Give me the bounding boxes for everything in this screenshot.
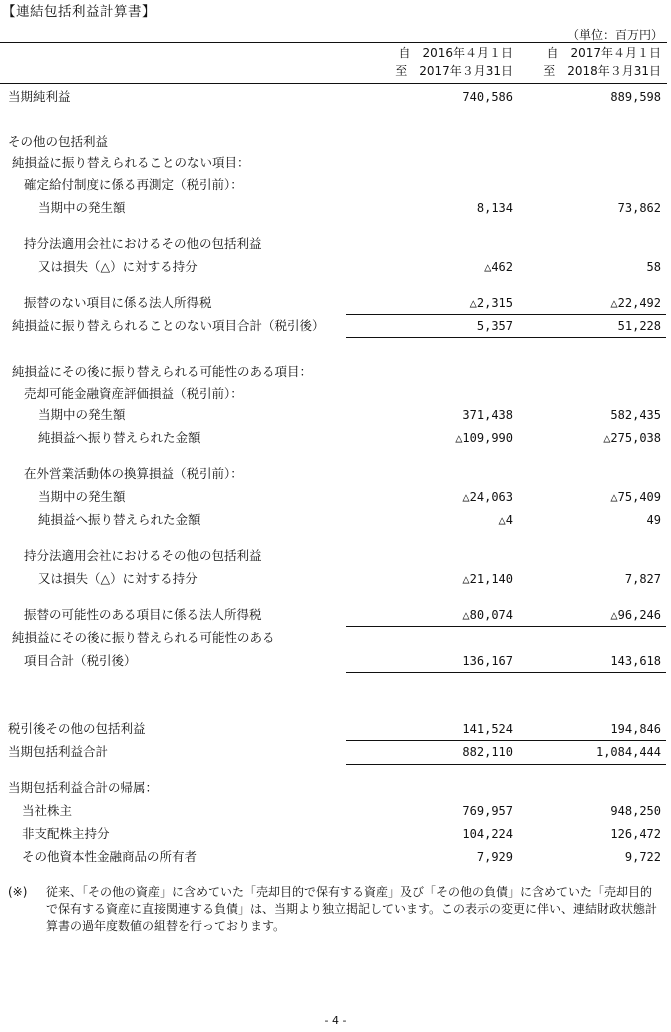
row-label: 当期中の発生額 [38, 407, 126, 422]
row-value-2018: 49 [646, 513, 661, 527]
footnote-text: 従来、「その他の資産」に含めていた「売却目的で保有する資産」及び「その他の負債」に含めていた「売却目的 で保有する資産に直接関連する負債」は、当期より独立掲記しています。この表示の変更に伴い、連結財政状態計 算書の過年度数値の組替を行っております。 [46, 885, 658, 933]
row-value-2017: △2,315 [469, 296, 513, 310]
row-value-2018: 889,598 [610, 90, 661, 104]
row-label: 純損益へ振り替えられた金額 [38, 512, 201, 527]
period-1-to: 至 2017年３月31日 [395, 64, 513, 78]
period-2-from: 自 2017年４月１日 [546, 46, 661, 60]
header-bottom-rule [0, 83, 667, 84]
row-value-2018: 58 [646, 260, 661, 274]
row-value-2017: △80,074 [462, 608, 513, 622]
row-value-2018: 582,435 [610, 408, 661, 422]
total-rule [346, 740, 666, 741]
row-value-2018: 1,084,444 [595, 745, 661, 759]
statement-row [0, 132, 671, 152]
row-value-2017: △4 [498, 513, 513, 527]
subtotal-rule [346, 626, 666, 627]
statement-row [0, 569, 671, 589]
row-value-2017: 5,357 [476, 319, 513, 333]
row-label: 税引後その他の包括利益 [8, 721, 146, 736]
statement-row [0, 316, 671, 336]
footnote-mark: (※) [8, 885, 28, 899]
row-label: 当社株主 [22, 803, 73, 818]
row-label: 振替のない項目に係る法人所得税 [24, 295, 212, 310]
row-value-2017: △109,990 [455, 431, 513, 445]
statement-row [0, 651, 671, 671]
row-label: 確定給付制度に係る再測定（税引前）： [24, 177, 243, 192]
row-value-2017: 136,167 [462, 654, 513, 668]
row-value-2018: 73,862 [617, 201, 661, 215]
statement-row [0, 384, 671, 404]
statement-row [0, 234, 671, 254]
statement-row [0, 405, 671, 425]
statement-row [0, 428, 671, 448]
row-value-2017: 740,586 [462, 90, 513, 104]
row-value-2017: 882,110 [462, 745, 513, 759]
row-label: 持分法適用会社におけるその他の包括利益 [24, 236, 262, 251]
footnote [8, 884, 670, 935]
row-value-2018: 51,228 [617, 319, 661, 333]
row-value-2018: △275,038 [603, 431, 661, 445]
statement-row [0, 464, 671, 484]
statement-row [0, 175, 671, 195]
statement-row [0, 487, 671, 507]
row-value-2018: 126,472 [610, 827, 661, 841]
period-header-1 [395, 44, 513, 80]
row-value-2017: 8,134 [476, 201, 513, 215]
statement-row [0, 153, 671, 173]
statement-row [0, 847, 671, 867]
row-value-2018: △96,246 [610, 608, 661, 622]
row-label: その他の包括利益 [8, 134, 109, 149]
row-label: 売却可能金融資産評価損益（税引前）： [24, 386, 243, 401]
statement-row [0, 198, 671, 218]
row-value-2018: 948,250 [610, 804, 661, 818]
row-value-2018: 9,722 [624, 850, 661, 864]
row-label: 当期純利益 [8, 89, 71, 104]
row-value-2017: △21,140 [462, 572, 513, 586]
row-label: 純損益へ振り替えられた金額 [38, 430, 201, 445]
statement-row [0, 546, 671, 566]
total-rule [346, 764, 666, 765]
row-label: 当期中の発生額 [38, 489, 126, 504]
row-value-2017: 7,929 [476, 850, 513, 864]
row-label: 持分法適用会社におけるその他の包括利益 [24, 548, 262, 563]
row-value-2017: 769,957 [462, 804, 513, 818]
statement-row [0, 293, 671, 313]
row-label: その他資本性金融商品の所有者 [22, 849, 198, 864]
row-value-2017: 371,438 [462, 408, 513, 422]
row-label: 項目合計（税引後） [24, 653, 137, 668]
row-value-2018: 194,846 [610, 722, 661, 736]
statement-row [0, 605, 671, 625]
row-label: 又は損失（△）に対する持分 [38, 259, 198, 274]
row-label: 又は損失（△）に対する持分 [38, 571, 198, 586]
row-label: 非支配株主持分 [22, 826, 110, 841]
row-label: 当期包括利益合計 [8, 744, 109, 759]
row-value-2017: △24,063 [462, 490, 513, 504]
row-value-2017: 141,524 [462, 722, 513, 736]
statement-row [0, 628, 671, 648]
subtotal-rule [346, 314, 666, 315]
statement-row [0, 510, 671, 530]
statement-row [0, 778, 671, 798]
statement-row [0, 257, 671, 277]
subtotal-rule [346, 337, 666, 338]
row-label: 純損益にその後に振り替えられる可能性のある [12, 630, 275, 645]
subtotal-rule [346, 672, 666, 673]
row-label: 在外営業活動体の換算損益（税引前）： [24, 466, 243, 481]
row-value-2017: △462 [484, 260, 513, 274]
row-value-2018: △22,492 [610, 296, 661, 310]
page-number: - 4 - [324, 1014, 347, 1027]
statement-row [0, 824, 671, 844]
row-label: 振替の可能性のある項目に係る法人所得税 [24, 607, 262, 622]
row-label: 当期包括利益合計の帰属： [8, 780, 159, 795]
header-top-rule [0, 42, 667, 43]
row-label: 当期中の発生額 [38, 200, 126, 215]
row-label: 純損益にその後に振り替えられる可能性のある項目： [12, 364, 313, 379]
row-label: 純損益に振り替えられることのない項目合計（税引後） [12, 318, 325, 333]
unit-label: （単位：百万円） [566, 28, 663, 42]
period-2-to: 至 2018年３月31日 [543, 64, 661, 78]
row-value-2018: 7,827 [624, 572, 661, 586]
statement-row [0, 742, 671, 762]
statement-row [0, 362, 671, 382]
period-1-from: 自 2016年４月１日 [398, 46, 513, 60]
period-header-2 [543, 44, 661, 80]
statement-row [0, 801, 671, 821]
row-value-2018: 143,618 [610, 654, 661, 668]
row-value-2018: △75,409 [610, 490, 661, 504]
statement-row [0, 719, 671, 739]
row-value-2017: 104,224 [462, 827, 513, 841]
row-label: 純損益に振り替えられることのない項目： [12, 155, 250, 170]
statement-row [0, 87, 671, 107]
statement-title: 【連結包括利益計算書】 [2, 4, 156, 20]
